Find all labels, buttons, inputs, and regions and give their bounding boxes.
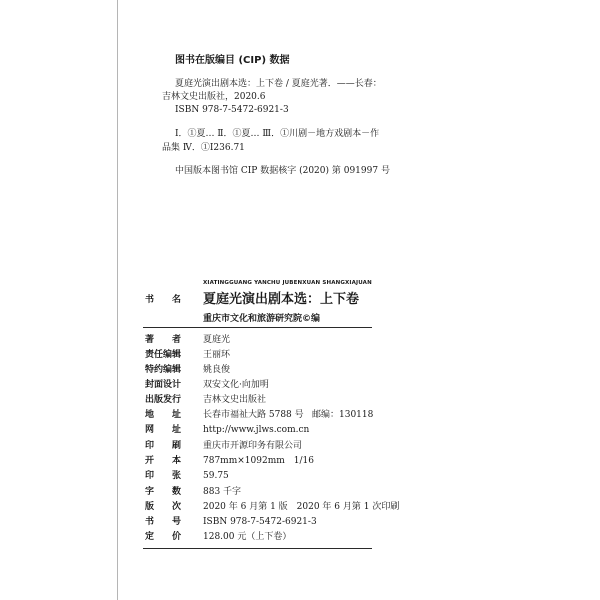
row-label-guest-editor: 特约编辑: [145, 365, 182, 375]
row-value-cover-design: 双安文化·向加明: [203, 380, 269, 390]
row-label-sheets: 印 张: [145, 471, 182, 481]
row-value-edition: 2020 年 6 月第 1 版 2020 年 6 月第 1 次印刷: [203, 502, 400, 512]
cip-line-title: 夏庭光演出剧本选：上下卷 / 夏庭光著．——长春：: [175, 79, 382, 89]
row-value-address: 长春市福祉大路 5788 号: [203, 410, 304, 420]
cip-line-record-number: 中国版本图书馆 CIP 数据核字 (2020) 第 091997 号: [175, 166, 390, 176]
row-label-website: 网 址: [145, 425, 182, 435]
row-value-responsible-editor: 王丽环: [203, 350, 231, 360]
row-label-author: 著 者: [145, 335, 182, 345]
divider-bottom: [143, 548, 372, 549]
scan-edge-line: [117, 0, 118, 600]
book-editor: 重庆市文化和旅游研究院©编: [203, 314, 321, 324]
cip-line-isbn: ISBN 978-7-5472-6921-3: [175, 105, 289, 115]
cip-line-classification: 品集 Ⅳ．①I236.71: [162, 143, 245, 153]
row-value-author: 夏庭光: [203, 335, 231, 345]
row-value-printer: 重庆市开源印务有限公司: [203, 441, 303, 451]
row-value-website: http://www.jlws.com.cn: [203, 425, 310, 435]
row-value-format: 787mm×1092mm 1/16: [203, 456, 314, 466]
divider-top: [143, 327, 372, 328]
row-value-postcode: 邮编：130118: [312, 410, 374, 420]
row-value-sheets: 59.75: [203, 471, 229, 481]
row-value-publisher: 吉林文史出版社: [203, 395, 267, 405]
row-label-word-count: 字 数: [145, 487, 182, 497]
title-label: 书 名: [145, 295, 182, 305]
row-label-price: 定 价: [145, 532, 182, 542]
row-label-address: 地 址: [145, 410, 182, 420]
book-title: 夏庭光演出剧本选：上下卷: [203, 292, 360, 307]
row-label-format: 开 本: [145, 456, 182, 466]
row-label-isbn: 书 号: [145, 517, 182, 527]
row-label-publisher: 出版发行: [145, 395, 182, 405]
cip-heading: 图书在版编目 (CIP) 数据: [175, 55, 290, 66]
title-pinyin: XIATINGGUANG YANCHU JUBENXUAN SHANGXIAJUAN: [203, 280, 372, 286]
row-label-responsible-editor: 责任编辑: [145, 350, 182, 360]
row-value-isbn: ISBN 978-7-5472-6921-3: [203, 517, 317, 527]
row-value-guest-editor: 姚良俊: [203, 365, 231, 375]
row-label-cover-design: 封面设计: [145, 380, 182, 390]
row-value-word-count: 883 千字: [203, 487, 242, 497]
row-label-edition: 版 次: [145, 502, 182, 512]
row-label-printer: 印 刷: [145, 441, 182, 451]
cip-line-subjects: Ⅰ．①夏… Ⅱ．①夏… Ⅲ．①川剧－地方戏剧本－作: [175, 129, 380, 139]
cip-line-publisher: 吉林文史出版社，2020.6: [162, 92, 266, 102]
row-value-price: 128.00 元（上下卷）: [203, 532, 292, 542]
